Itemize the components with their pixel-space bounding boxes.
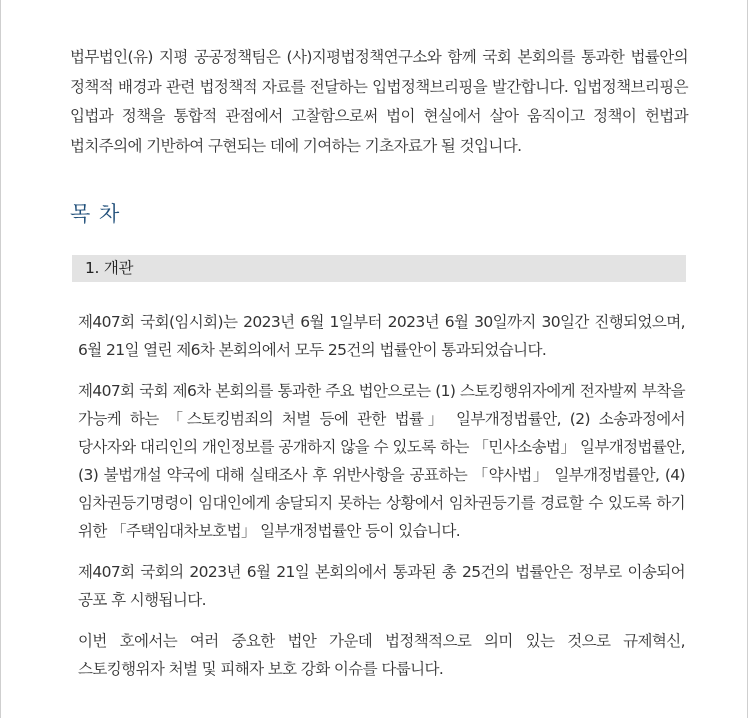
toc-heading: 목 차 [70,202,121,226]
section-body [78,308,685,696]
body-paragraph: 제407회 국회의 2023년 6월 21일 본회의에서 통과된 총 25건의 법률안은 정부로 이송되어 공포 후 시행됩니다. [78,563,685,609]
body-paragraph: 제407회 국회 제6차 본회의를 통과한 주요 법안으로는 (1) 스토킹행위자에게 전자발찌 부착을 가능케 하는 「스토킹범죄의 처벌 등에 관한 법률」 일부개정법률안, (2) 소송과정에서 당사자와 대리인의 개인정보를 공개하지 않을 수 있도록 하는 「민사소송법」 일부개정법률안, (3) 불법개설 약국에 대해 실태조사 후 위반사항을 공표하는 「약사법」 일부개정법률안, (4) 임차권등기명령이 임대인에게 송달되지 못하는 상황에서 임차권등기를 경료할 수 있도록 하기 위한 「주택임대차보호법」 일부개정법률안 등이 있습니다. [78,382,685,540]
body-paragraph: 이번 호에서는 여러 중요한 법안 가운데 법정책적으로 의미 있는 것으로 규제혁신, 스토킹행위자 처벌 및 피해자 보호 강화 이슈를 다룹니다. [78,632,685,678]
intro-paragraph: 법무법인(유) 지평 공공정책팀은 (사)지평법정책연구소와 함께 국회 본회의를 통과한 법률안의 정책적 배경과 관련 법정책적 자료를 전달하는 입법정책브리핑을 발간합니다. 입법정책브리핑은 입법과 정책을 통합적 관점에서 고찰함으로써 법이 현실에서 살아 움직이고 정책이 헌법과 법치주의에 기반하여 구현되는 데에 기여하는 기초자료가 될 것입니다. [70,48,688,155]
section-title-overview: 1. 개관 [72,255,686,282]
body-paragraph: 제407회 국회(임시회)는 2023년 6월 1일부터 2023년 6월 30일까지 30일간 진행되었으며, 6월 21일 열린 제6차 본회의에서 모두 25건의 법률안이 통과되었습니다. [78,313,685,359]
